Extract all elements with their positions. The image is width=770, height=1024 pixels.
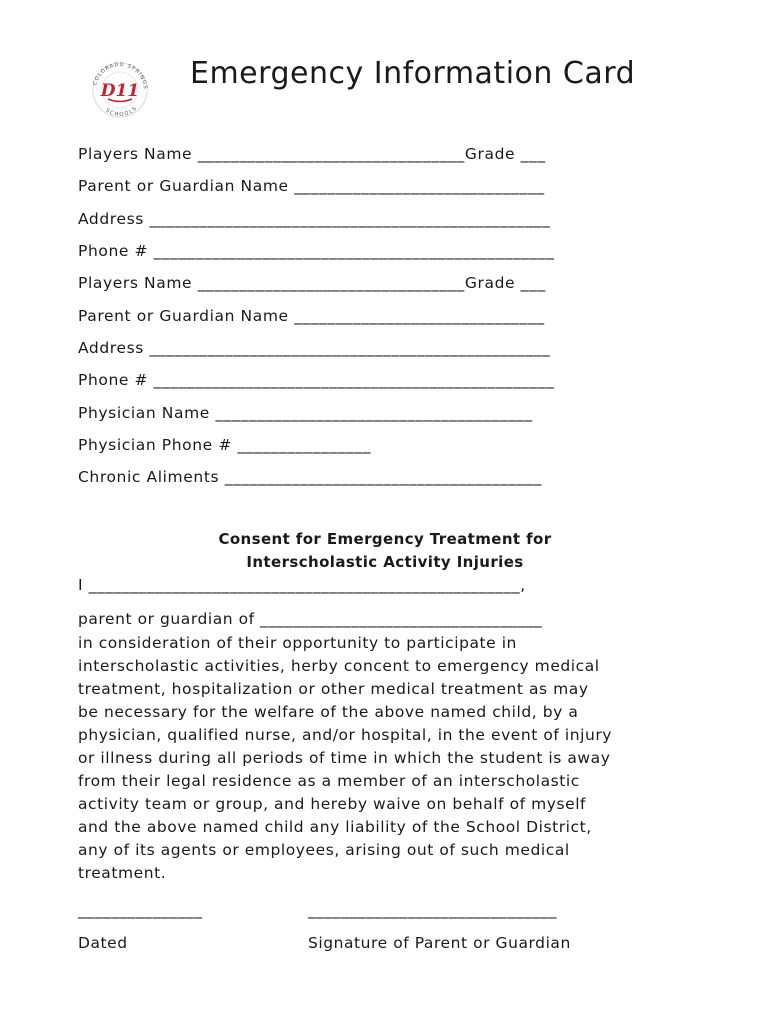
signature-field[interactable]: ______________________________ [308,901,557,919]
consent-text-line: any of its agents or employees, arising out of such medical [78,841,570,859]
consent-heading-line-2: Interscholastic Activity Injuries [246,553,524,571]
date-field[interactable]: _______________ [78,901,203,919]
svg-text:COLORADO SPRINGS: COLORADO SPRINGS [92,61,149,90]
physician-phone-field[interactable]: Physician Phone # ________________ [78,436,372,454]
physician-name-field[interactable]: Physician Name ______________________________________ [78,404,533,422]
consent-child-field[interactable]: parent or guardian of __________________________________ [78,610,543,628]
svg-text:SCHOOLS: SCHOOLS [104,105,140,119]
players-name-grade-field-1[interactable]: Players Name ________________________________Grade ___ [78,145,546,163]
address-field-2[interactable]: Address ________________________________________________ [78,339,551,357]
phone-field-1[interactable]: Phone # ________________________________________________ [78,242,555,260]
page-title: Emergency Information Card [190,56,636,91]
consent-text-line: treatment, hospitalization or other medical treatment as may [78,680,589,698]
consent-text-line: activity team or group, and hereby waive on behalf of myself [78,795,587,813]
parent-guardian-name-field-2[interactable]: Parent or Guardian Name ______________________________ [78,307,545,325]
consent-text-line: or illness during all periods of time in which the student is away [78,749,611,767]
consent-text-line: and the above named child any liability of the School District, [78,818,592,836]
consent-name-field[interactable]: I ____________________________________________________, [78,576,526,594]
consent-heading-line-1: Consent for Emergency Treatment for [218,530,552,548]
signature-label: Signature of Parent or Guardian [308,934,571,952]
consent-text-line: from their legal residence as a member of an interscholastic [78,772,580,790]
consent-text-line: treatment. [78,864,167,882]
svg-text:D11: D11 [100,81,140,101]
logo-seal-icon [78,60,162,120]
consent-text-line: be necessary for the welfare of the above named child, by a [78,703,579,721]
consent-text-line: in consideration of their opportunity to participate in [78,634,517,652]
district-logo [78,60,162,120]
date-label: Dated [78,934,128,952]
chronic-ailments-field[interactable]: Chronic Aliments ______________________________________ [78,468,542,486]
parent-guardian-name-field-1[interactable]: Parent or Guardian Name ______________________________ [78,177,545,195]
consent-text-line: interscholastic activities, herby concent to emergency medical [78,657,600,675]
address-field-1[interactable]: Address ________________________________________________ [78,210,551,228]
consent-text-line: physician, qualified nurse, and/or hospital, in the event of injury [78,726,612,744]
players-name-grade-field-2[interactable]: Players Name ________________________________Grade ___ [78,274,546,292]
phone-field-2[interactable]: Phone # ________________________________________________ [78,371,555,389]
